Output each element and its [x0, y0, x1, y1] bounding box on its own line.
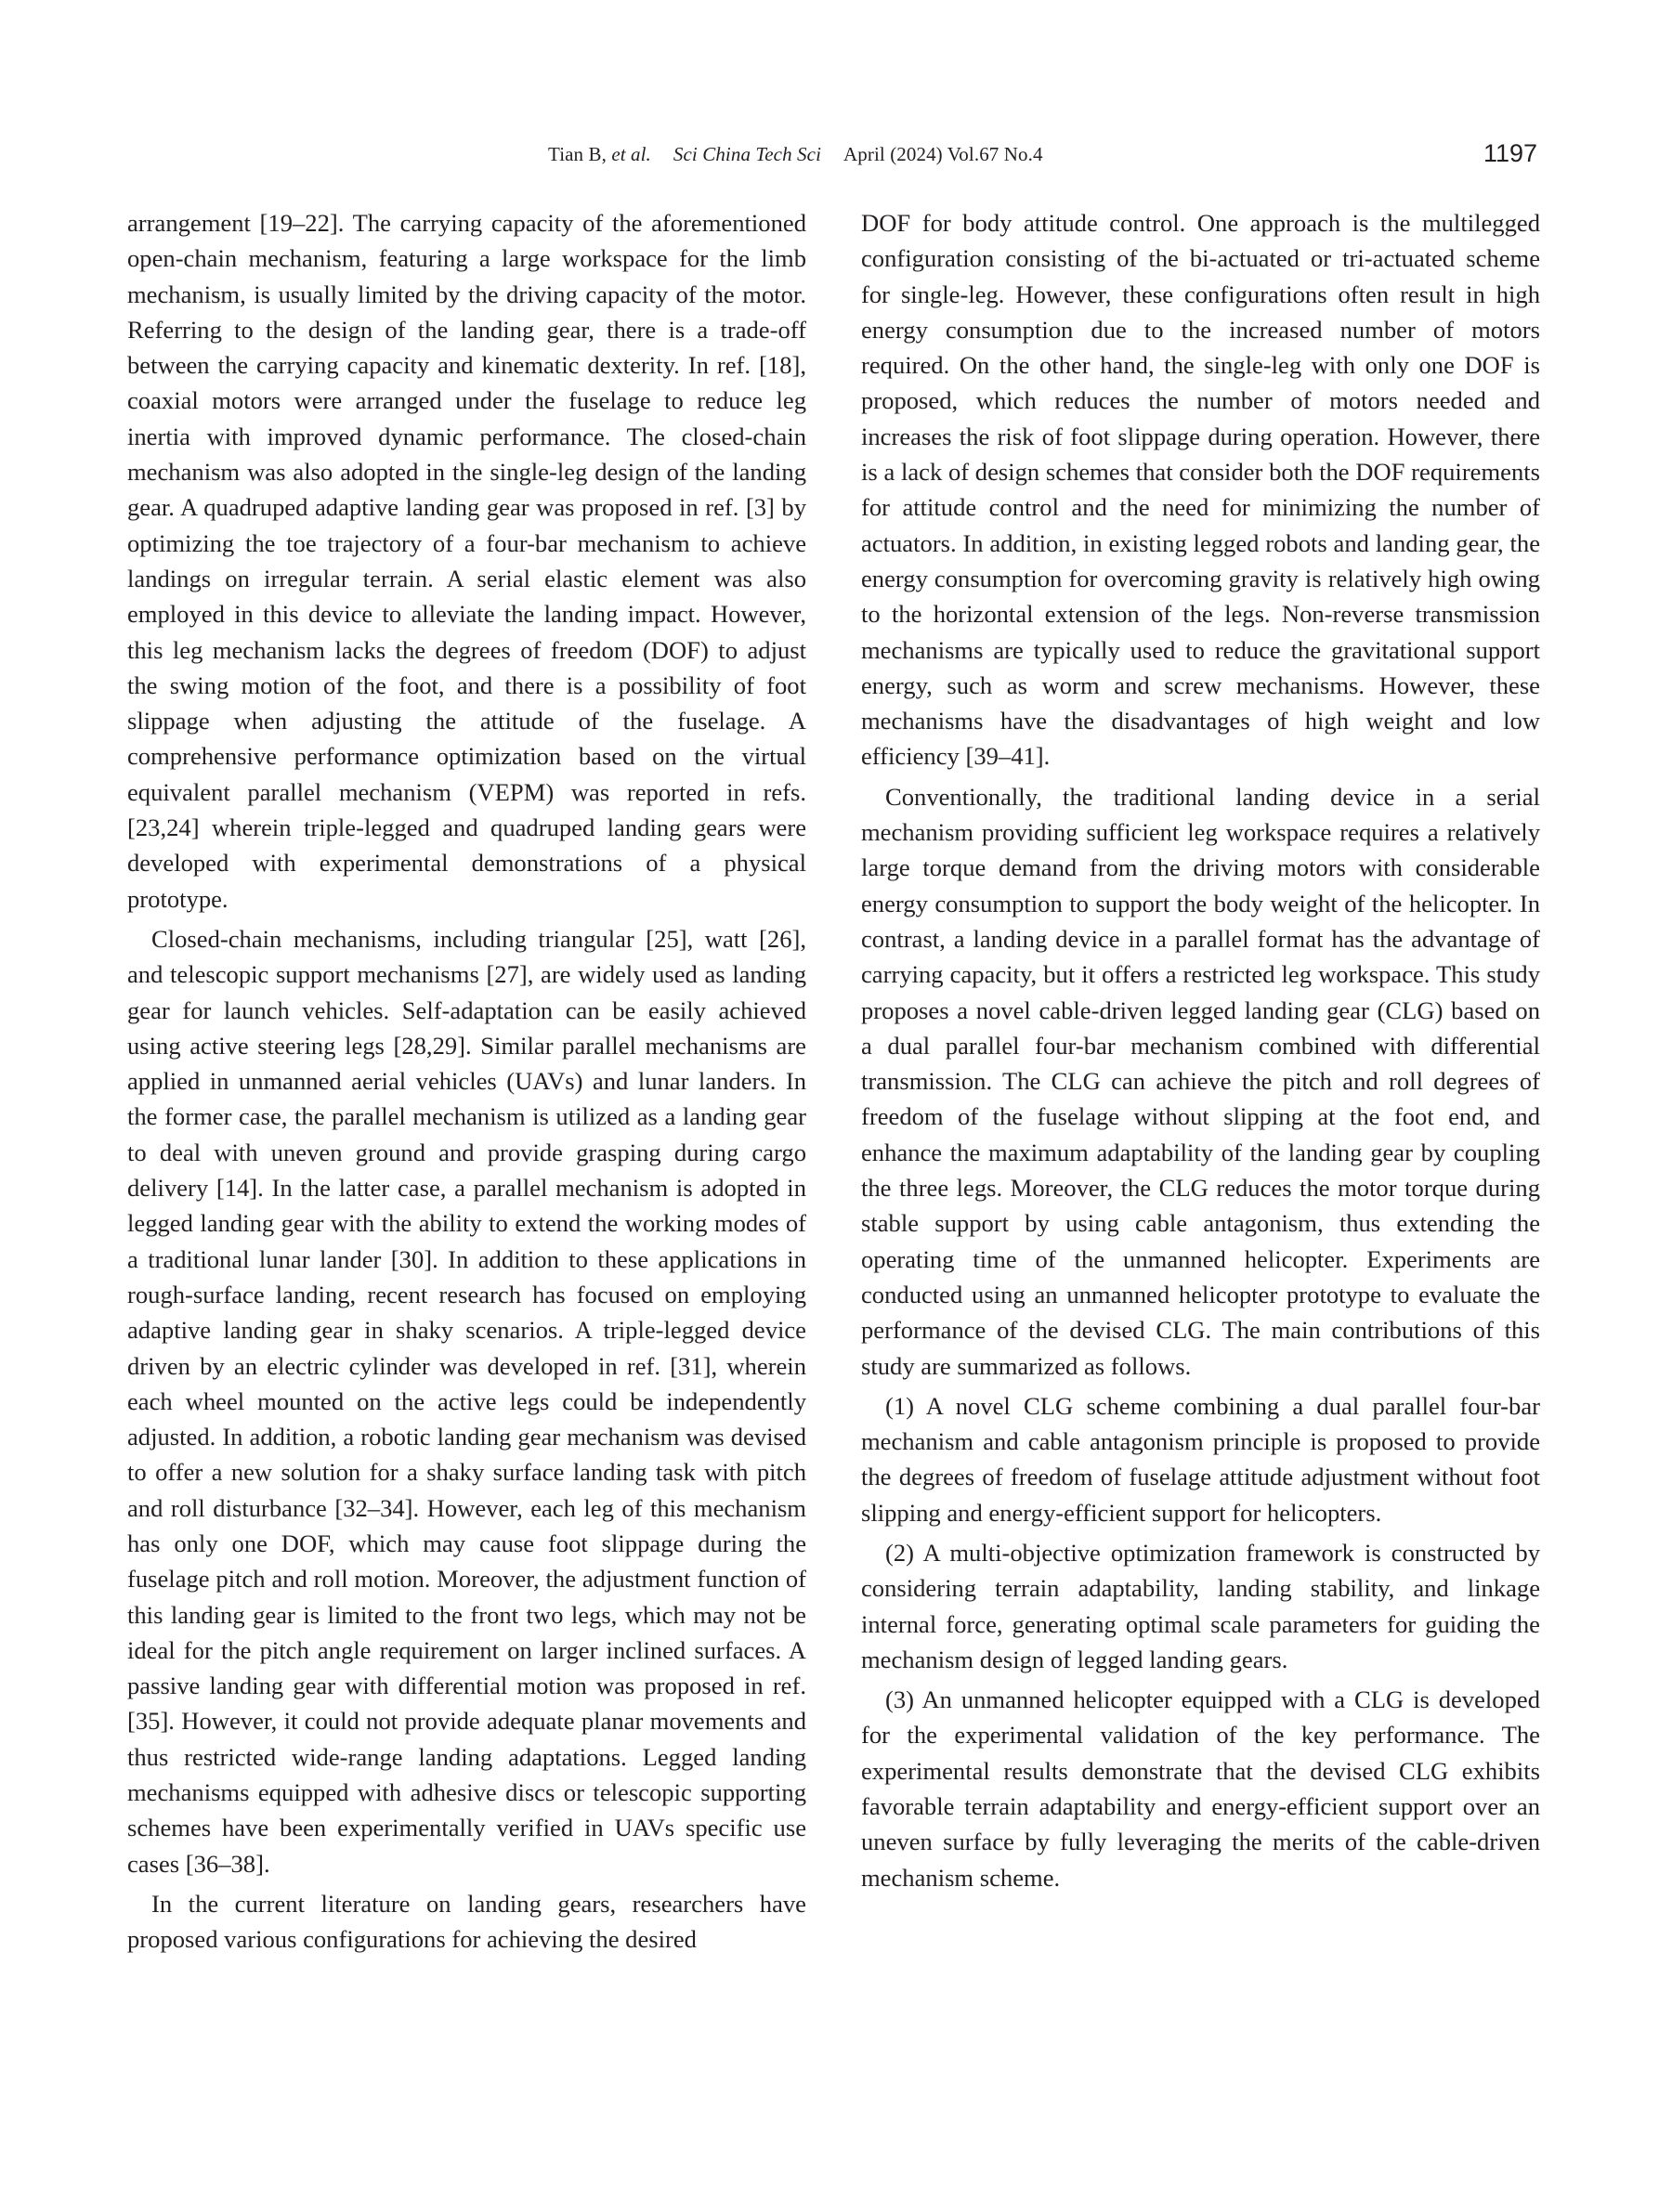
page-number: 1197: [1483, 139, 1538, 167]
header-issue: April (2024) Vol.67 No.4: [843, 143, 1043, 165]
right-paragraph-1: DOF for body attitude control. One approach is the multilegged configuration consisting of the bi-actuated or tri-actuated scheme for single-leg. However, these configurations often result in high energy consumption due to the increased number of motors required. On the other hand, the single-leg with only one DOF is proposed, which reduces the number of motors needed and increases the risk of foot slippage during operation. However, there is a lack of design schemes that consider both the DOF requirements for attitude control and the need for minimizing the number of actuators. In addition, in existing legged robots and landing gear, the energy consumption for overcoming gravity is relatively high owing to the horizontal extension of the legs. Non-reverse transmission mechanisms are typically used to reduce the gravitational support energy, such as worm and screw mechanisms. However, these mechanisms have the disadvantages of high weight and low efficiency [39–41].: [861, 209, 1540, 771]
right-column: [861, 205, 1540, 1895]
contribution-1: (1) A novel CLG scheme combining a dual parallel four-bar mechanism and cable antagonism principle is proposed to provide the degrees of freedom of fuselage attitude adjustment without foot slipping and energy-efficient support for helicopters.: [861, 1391, 1540, 1527]
left-column: [127, 205, 806, 1958]
header-etal: et al.: [611, 143, 651, 165]
running-head: [548, 143, 1043, 166]
header-authors: Tian B,: [548, 143, 612, 165]
left-paragraph-3: In the current literature on landing gears, researchers have proposed various configurations for achieving the desired: [127, 1889, 806, 1954]
contribution-2: (2) A multi-objective optimization framework is constructed by considering terrain adaptability, landing stability, and linkage internal force, generating optimal scale parameters for guiding the mechanism design of legged landing gears.: [861, 1538, 1540, 1673]
left-paragraph-2: Closed-chain mechanisms, including triangular [25], watt [26], and telescopic support mechanisms [27], are widely used as landing gear for launch vehicles. Self-adaptation can be easily achieved using active steering legs [28,29]. Similar parallel mechanisms are applied in unmanned aerial vehicles (UAVs) and lunar landers. In the former case, the parallel mechanism is utilized as a landing gear to deal with uneven ground and provide grasping during cargo delivery [14]. In the latter case, a parallel mechanism is adopted in legged landing gear with the ability to extend the working modes of a traditional lunar lander [30]. In addition to these applications in rough-surface landing, recent research has focused on employing adaptive landing gear in shaky scenarios. A triple-legged device driven by an electric cylinder was developed in ref. [31], wherein each wheel mounted on the active legs could be independently adjusted. In addition, a robotic landing gear mechanism was devised to offer a new solution for a shaky surface landing task with pitch and roll disturbance [32–34]. However, each leg of this mechanism has only one DOF, which may cause foot slippage during the fuselage pitch and roll motion. Moreover, the adjustment function of this landing gear is limited to the front two legs, which may not be ideal for the pitch angle requirement on larger inclined surfaces. A passive landing gear with differential motion was proposed in ref. [35]. However, it could not provide adequate planar movements and thus restricted wide-range landing adaptations. Legged landing mechanisms equipped with adhesive discs or telescopic supporting schemes have been experimentally verified in UAVs specific use cases [36–38].: [127, 924, 806, 1878]
contribution-3: (3) An unmanned helicopter equipped with a CLG is developed for the experimental validation of the key performance. The experimental results demonstrate that the devised CLG exhibits favorable terrain adaptability and energy-efficient support over an uneven surface by fully leveraging the merits of the cable-driven mechanism scheme.: [861, 1685, 1540, 1892]
right-paragraph-2: Conventionally, the traditional landing device in a serial mechanism providing sufficient leg workspace requires a relatively large torque demand from the driving motors with considerable energy consumption to support the body weight of the helicopter. In contrast, a landing device in a parallel format has the advantage of carrying capacity, but it offers a restricted leg workspace. This study proposes a novel cable-driven legged landing gear (CLG) based on a dual parallel four-bar mechanism combined with differential transmission. The CLG can achieve the pitch and roll degrees of freedom of the fuselage without slipping at the foot end, and enhance the maximum adaptability of the landing gear by coupling the three legs. Moreover, the CLG reduces the motor torque during stable support by using cable antagonism, thus extending the operating time of the unmanned helicopter. Experiments are conducted using an unmanned helicopter prototype to evaluate the performance of the devised CLG. The main contributions of this study are summarized as follows.: [861, 782, 1540, 1380]
header-journal: Sci China Tech Sci: [673, 143, 822, 165]
left-paragraph-1: arrangement [19–22]. The carrying capacity of the aforementioned open-chain mechanism, featuring a large workspace for the limb mechanism, is usually limited by the driving capacity of the motor. Referring to the design of the landing gear, there is a trade-off between the carrying capacity and kinematic dexterity. In ref. [18], coaxial motors were arranged under the fuselage to reduce leg inertia with improved dynamic performance. The closed-chain mechanism was also adopted in the single-leg design of the landing gear. A quadruped adaptive landing gear was proposed in ref. [3] by optimizing the toe trajectory of a four-bar mechanism to achieve landings on irregular terrain. A serial elastic element was also employed in this device to alleviate the landing impact. However, this leg mechanism lacks the degrees of freedom (DOF) to adjust the swing motion of the foot, and there is a possibility of foot slippage when adjusting the attitude of the fuselage. A comprehensive performance optimization based on the virtual equivalent parallel mechanism (VEPM) was reported in refs. [23,24] wherein triple-legged and quadruped landing gears were developed with experimental demonstrations of a physical prototype.: [127, 209, 806, 913]
page-header: [0, 139, 1659, 180]
